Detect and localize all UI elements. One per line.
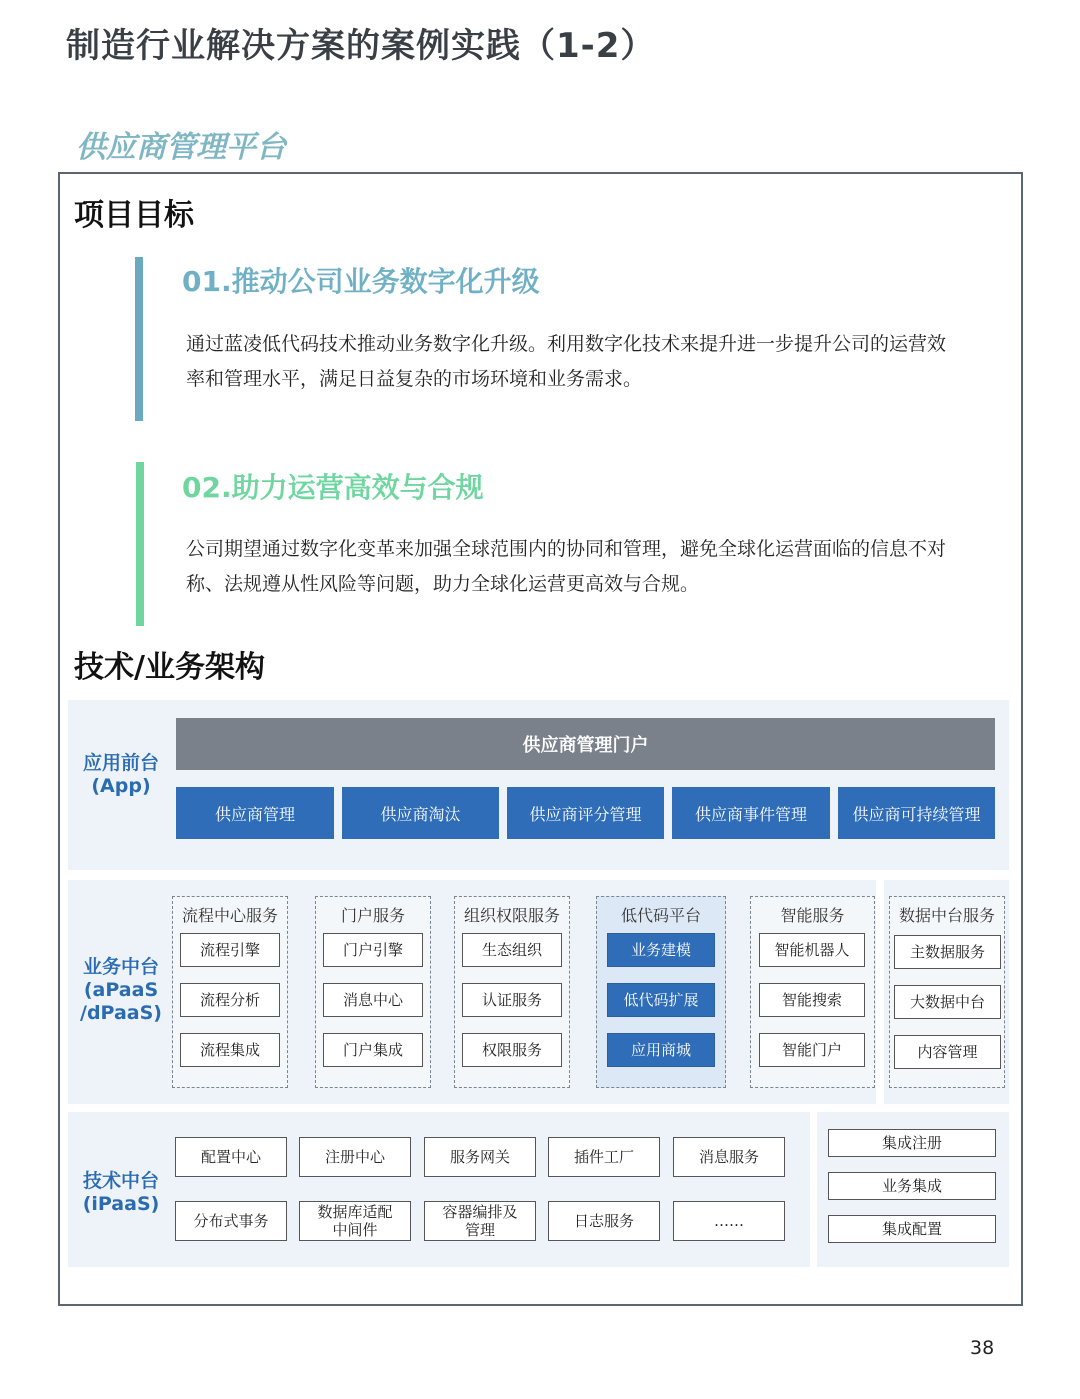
supplier-portal-header: 供应商管理门户	[176, 718, 995, 770]
service-item: 低代码扩展	[607, 983, 715, 1017]
tech-item-plugin-factory: 插件工厂	[548, 1137, 660, 1177]
group-title: 组织权限服务	[463, 906, 560, 925]
service-group-portal	[315, 896, 431, 1088]
integration-item-business: 业务集成	[828, 1172, 996, 1200]
service-item: 智能搜索	[759, 983, 865, 1017]
goals-heading: 项目目标	[74, 198, 194, 233]
tech-item-registry-center: 注册中心	[299, 1137, 411, 1177]
biz-layer-label-line-2: (aPaaS	[83, 979, 159, 1001]
tech-item-service-gateway: 服务网关	[424, 1137, 536, 1177]
page-number: 38	[970, 1337, 995, 1359]
goal-2-bar	[136, 462, 144, 626]
app-module-supplier-management: 供应商管理	[176, 787, 334, 839]
service-item: 业务建模	[607, 933, 715, 967]
goal-2-title: 02.助力运营高效与合规	[182, 471, 484, 504]
service-item: 门户集成	[323, 1033, 423, 1067]
service-item: 主数据服务	[894, 935, 1001, 969]
tech-item-more: ……	[673, 1201, 785, 1241]
tech-item-container-orchestration: 容器编排及 管理	[424, 1201, 536, 1241]
tech-layer-label-line-2: (iPaaS)	[82, 1193, 160, 1215]
group-title: 门户服务	[340, 906, 405, 925]
app-module-supplier-events: 供应商事件管理	[672, 787, 830, 839]
group-title: 数据中台服务	[898, 906, 995, 925]
group-title: 低代码平台	[620, 906, 701, 925]
app-module-supplier-sustainability: 供应商可持续管理	[838, 787, 995, 839]
service-item: 智能机器人	[759, 933, 865, 967]
app-module-supplier-rating: 供应商评分管理	[507, 787, 664, 839]
group-title: 智能服务	[780, 906, 845, 925]
service-item: 权限服务	[462, 1033, 562, 1067]
goal-2-line-2: 称、法规遵从性风险等问题，助力全球化运营更高效与合规。	[186, 573, 700, 595]
goal-1-text	[186, 327, 976, 397]
group-title: 流程中心服务	[181, 906, 278, 925]
goal-2-text	[186, 532, 976, 602]
tech-item-db-adapter-middleware: 数据库适配 中间件	[299, 1201, 411, 1241]
service-item: 流程引擎	[180, 933, 280, 967]
tech-item-distributed-transaction: 分布式事务	[175, 1201, 287, 1241]
service-group-process-center	[172, 896, 288, 1088]
goal-1-bar	[135, 257, 143, 421]
architecture-heading: 技术/业务架构	[74, 650, 265, 685]
app-layer-label-line-1: 应用前台	[82, 752, 159, 774]
app-module-supplier-elimination: 供应商淘汰	[342, 787, 499, 839]
service-group-org-permission	[454, 896, 570, 1088]
service-item: 大数据中台	[894, 985, 1001, 1019]
tech-layer-label	[72, 1170, 170, 1216]
biz-layer-label-line-1: 业务中台	[82, 956, 159, 978]
app-layer-label-line-2: (App)	[91, 775, 151, 797]
goal-1-line-2: 率和管理水平，满足日益复杂的市场环境和业务需求。	[186, 368, 643, 390]
integration-item-config: 集成配置	[828, 1215, 996, 1243]
tech-item-config-center: 配置中心	[175, 1137, 287, 1177]
service-item: 智能门户	[759, 1033, 865, 1067]
service-item: 门户引擎	[323, 933, 423, 967]
service-item: 内容管理	[894, 1035, 1001, 1069]
tech-layer-panel	[68, 1112, 810, 1267]
page-title: 制造行业解决方案的案例实践（1-2）	[66, 26, 656, 66]
service-item: 流程集成	[180, 1033, 280, 1067]
goal-1-line-1: 通过蓝凌低代码技术推动业务数字化升级。利用数字化技术来提升进一步提升公司的运营效	[186, 333, 947, 355]
biz-layer-label-line-3: /dPaaS)	[80, 1002, 162, 1024]
service-group-intelligent	[750, 896, 875, 1088]
service-item: 认证服务	[462, 983, 562, 1017]
tech-layer-label-line-1: 技术中台	[82, 1170, 159, 1192]
service-group-data-middle	[889, 896, 1005, 1088]
page-subtitle: 供应商管理平台	[76, 130, 286, 165]
integration-item-registry: 集成注册	[828, 1129, 996, 1157]
service-item: 流程分析	[180, 983, 280, 1017]
goal-1-title: 01.推动公司业务数字化升级	[182, 265, 540, 298]
service-group-low-code	[596, 896, 726, 1088]
goal-2-line-1: 公司期望通过数字化变革来加强全球范围内的协同和管理，避免全球化运营面临的信息不对	[186, 538, 947, 560]
app-layer-label	[72, 752, 170, 798]
tech-item-message-service: 消息服务	[673, 1137, 785, 1177]
biz-layer-label	[72, 956, 170, 1025]
service-item: 生态组织	[462, 933, 562, 967]
tech-item-log-service: 日志服务	[548, 1201, 660, 1241]
service-item: 应用商城	[607, 1033, 715, 1067]
service-item: 消息中心	[323, 983, 423, 1017]
